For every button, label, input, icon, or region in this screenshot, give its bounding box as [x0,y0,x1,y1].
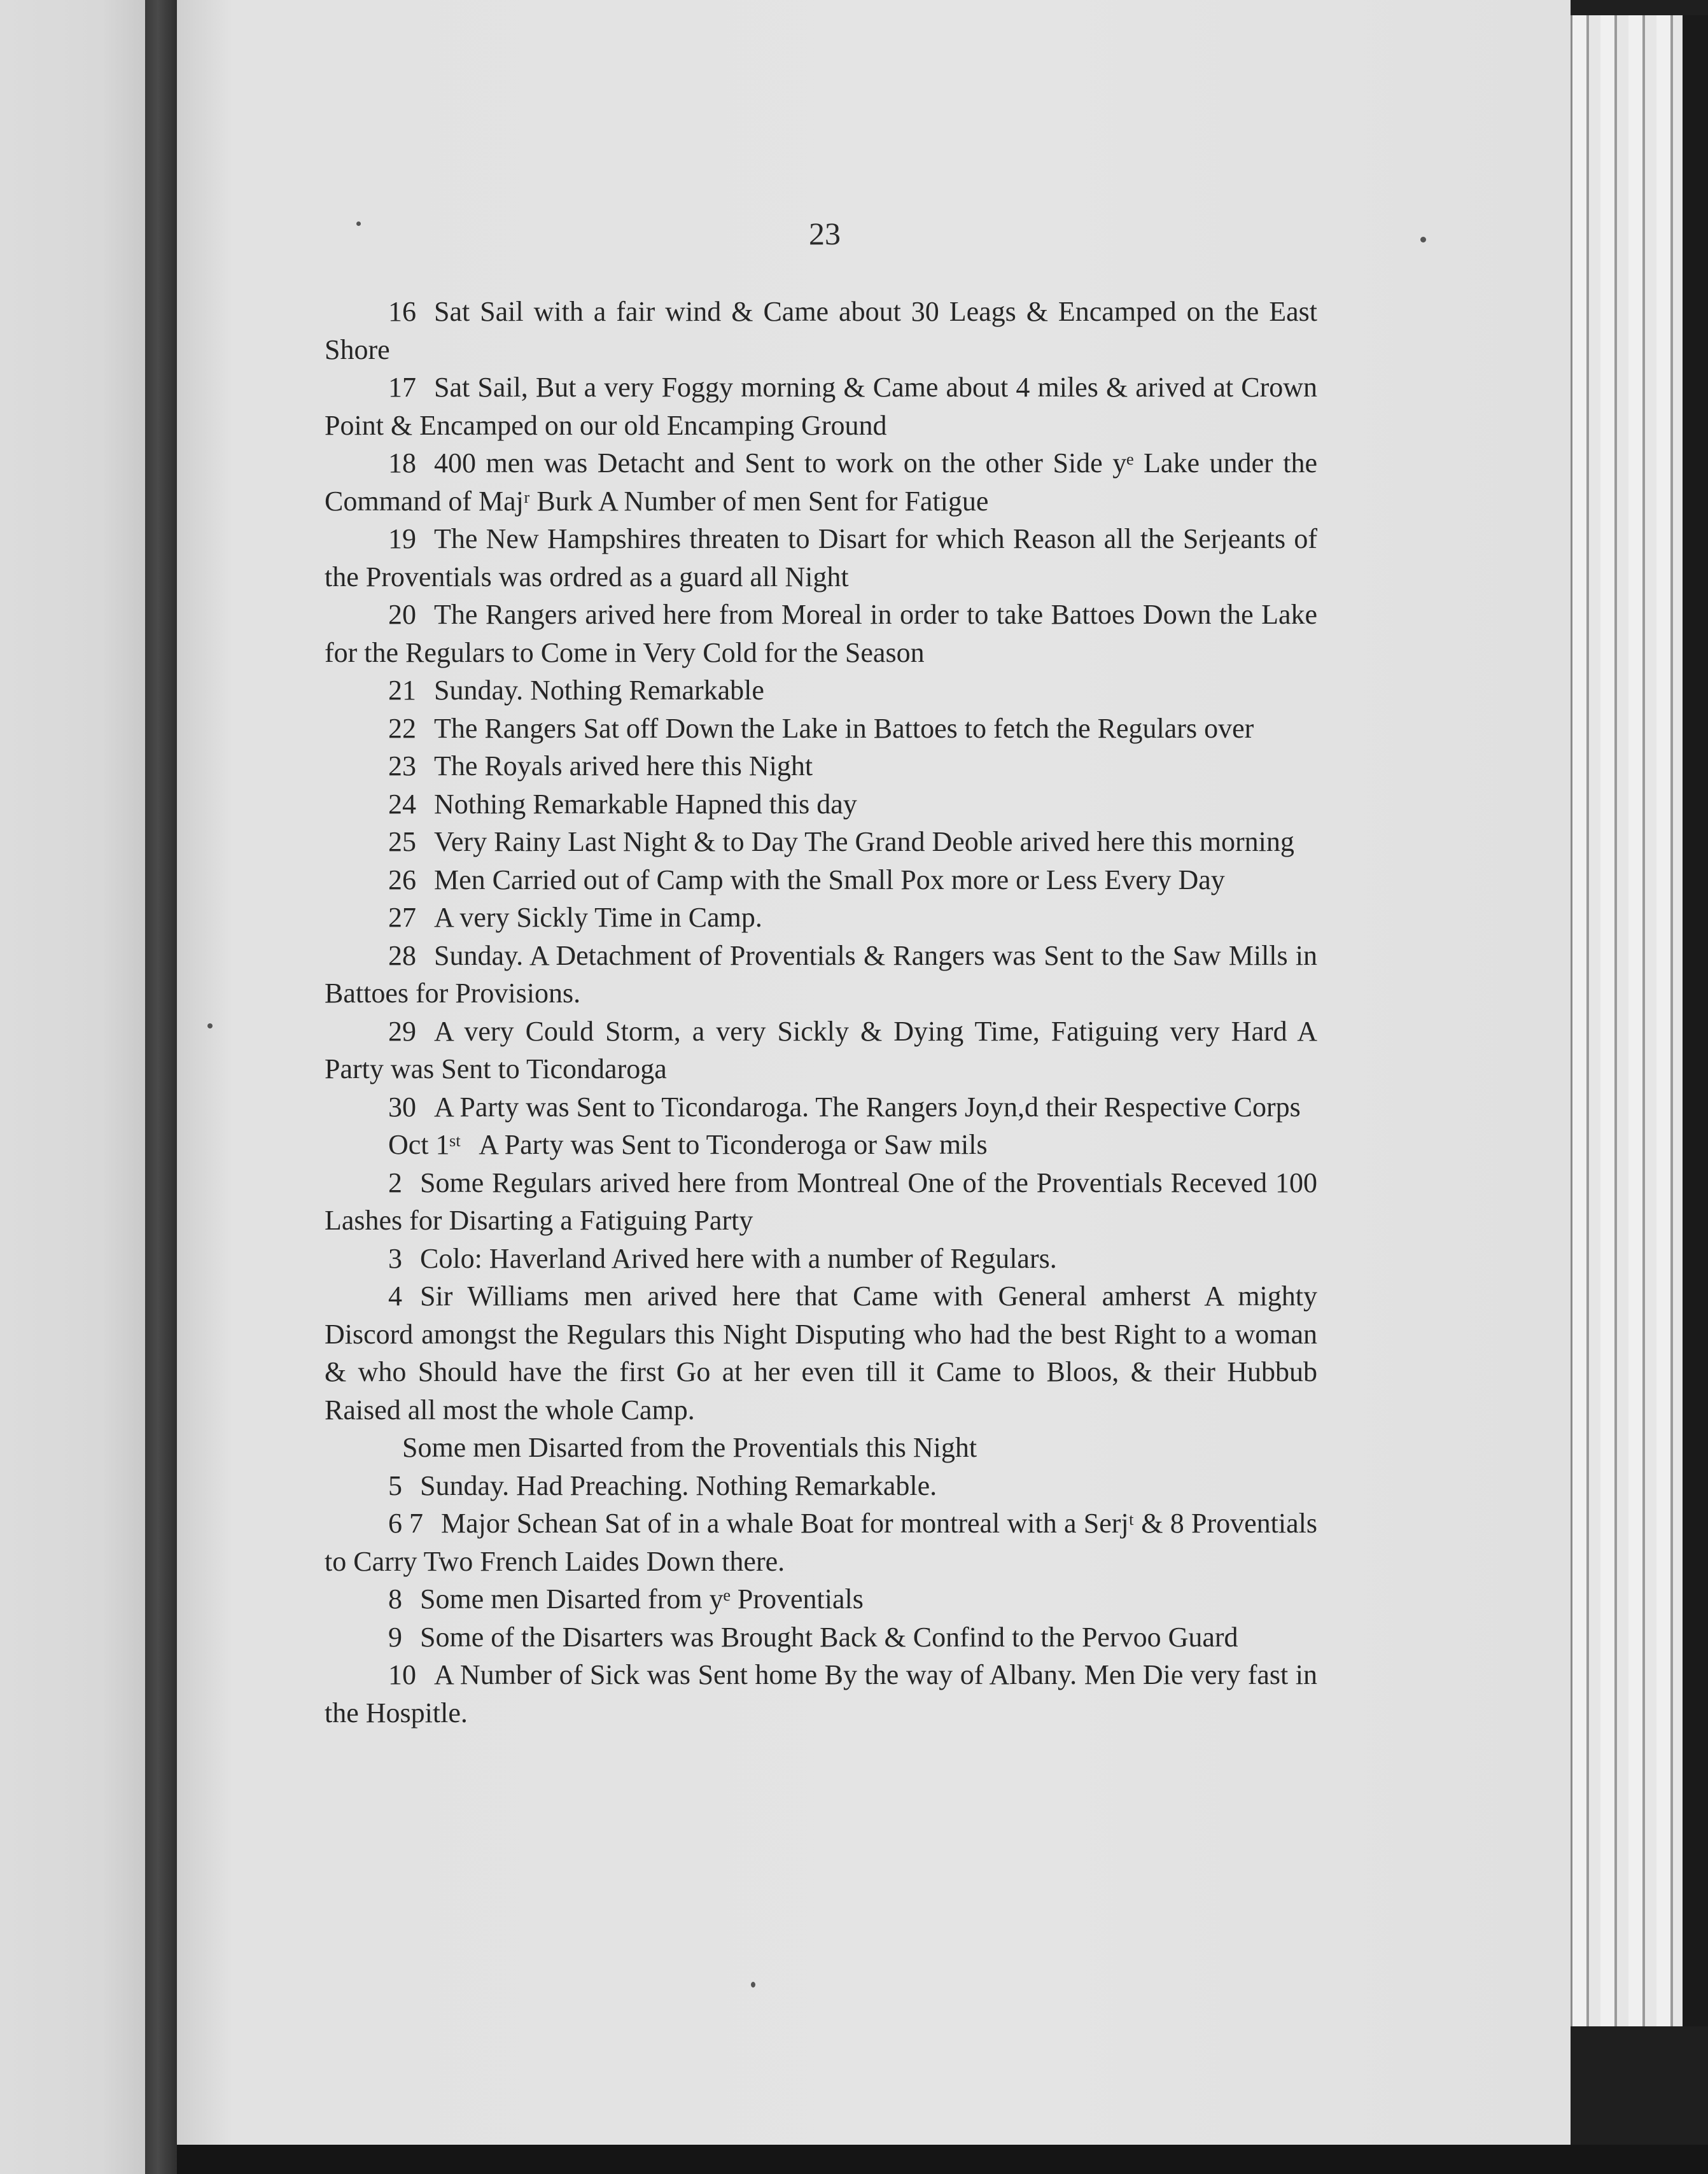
entry-date: 25 [388,826,416,857]
entry-text: Nothing Remarkable Hapned this day [434,788,857,820]
entry-date: 10 [388,1659,416,1690]
entry-text: 400 men was Detacht and Sent to work on the other Side yᵉ Lake under the Command of Majʳ Burk A Number of men Sent for Fatigue [325,447,1317,517]
scan-background-bottom [177,2145,1708,2174]
entry-date: 9 [388,1621,402,1653]
journal-entry [325,785,1317,824]
entry-date: 28 [388,939,416,971]
entry-date: 30 [388,1091,416,1123]
entry-text: A Party was Sent to Ticondaroga. The Rangers Joyn,d their Respective Corps [434,1091,1301,1123]
entry-text: A Number of Sick was Sent home By the way of Albany. Men Die very fast in the Hospitle. [325,1659,1317,1729]
journal-entry [325,899,1317,937]
entry-date: 8 [388,1583,402,1615]
ink-speck [356,221,361,226]
entry-date: 22 [388,712,416,744]
journal-entry [325,1164,1317,1240]
entry-text: Sat Sail with a fair wind & Came about 30 Leags & Encamped on the East Shore [325,296,1317,365]
journal-entry [325,1013,1317,1088]
journal-entry [325,520,1317,596]
entry-date: 21 [388,675,416,706]
journal-entry [325,1618,1317,1657]
journal-entry [325,710,1317,748]
entry-text: Sunday. A Detachment of Proventials & Rangers was Sent to the Saw Mills in Battoes for Provisions. [325,939,1317,1009]
entry-text: Some Regulars arived here from Montreal One of the Proventials Receved 100 Lashes for Disarting a Fatiguing Party [325,1167,1317,1236]
entry-text: The Royals arived here this Night [434,750,813,782]
entry-text: Some men Disarted from the Proventials this Night [402,1432,977,1463]
entry-text: The Rangers Sat off Down the Lake in Battoes to fetch the Regulars over [434,712,1254,744]
entry-text: Some men Disarted from yᵉ Proventials [420,1583,864,1615]
entry-text: The New Hampshires threaten to Disart for which Reason all the Serjeants of the Proventials was ordred as a guard all Night [325,523,1317,593]
journal-entry [325,1088,1317,1126]
journal-entry [325,823,1317,861]
entry-text: Colo: Haverland Arived here with a number of Regulars. [420,1242,1057,1274]
journal-entry [325,671,1317,710]
entry-text: The Rangers arived here from Moreal in order to take Battoes Down the Lake for the Regulars to Come in Very Cold for the Season [325,599,1317,668]
journal-entry [325,1580,1317,1618]
entry-date: 6 7 [388,1508,423,1539]
entry-date: 4 [388,1280,402,1312]
journal-entry [325,1504,1317,1580]
entry-date: 26 [388,864,416,895]
journal-entry [325,596,1317,671]
ink-speck [751,1982,755,1988]
ink-speck [207,1023,213,1028]
journal-entry [325,293,1317,368]
journal-entry [325,444,1317,520]
journal-entry [325,1429,1317,1467]
journal-entry [325,937,1317,1013]
entry-date: 23 [388,750,416,782]
entry-date: 3 [388,1242,402,1274]
entry-date: 16 [388,296,416,327]
journal-entry [325,1240,1317,1278]
entry-text: A very Sickly Time in Camp. [434,902,762,933]
journal-entry [325,1126,1317,1164]
entry-date: 27 [388,902,416,933]
entry-text: A Party was Sent to Ticonderoga or Saw mils [479,1129,988,1160]
entry-text: Sat Sail, But a very Foggy morning & Came about 4 miles & arived at Crown Point & Encamped on our old Encamping Ground [325,372,1317,441]
scan-background-right [1683,15,1708,2026]
entry-date: Oct 1ˢᵗ [388,1129,461,1160]
entry-text: Sir Williams men arived here that Came with General amherst A mighty Discord amongst the Regulars this Night Disputing who had the best Right to a woman & who Should have the first Go at her even till it Came to Bloos, & their Hubbub Raised all most the whole Camp. [325,1280,1317,1426]
journal-entry [325,861,1317,899]
entry-date: 24 [388,788,416,820]
entry-text: Men Carried out of Camp with the Small Pox more or Less Every Day [434,864,1225,895]
journal-entry [325,747,1317,785]
journal-entry [325,1467,1317,1505]
journal-text [325,293,1317,1732]
entry-text: Some of the Disarters was Brought Back & Confind to the Pervoo Guard [420,1621,1238,1653]
entry-text: Sunday. Nothing Remarkable [434,675,764,706]
entry-text: Sunday. Had Preaching. Nothing Remarkable. [420,1469,937,1501]
entry-date: 18 [388,447,416,479]
entry-date: 2 [388,1167,402,1198]
journal-entry [325,1656,1317,1732]
entry-date: 20 [388,599,416,630]
book-gutter [145,0,177,2174]
entry-date: 17 [388,372,416,403]
entry-text: A very Could Storm, a very Sickly & Dying Time, Fatiguing very Hard A Party was Sent to Ticondaroga [325,1015,1317,1084]
journal-entry [325,1277,1317,1429]
entry-date: 19 [388,523,416,554]
page-stack-edge [1571,15,1684,2026]
entry-text: Very Rainy Last Night & to Day The Grand Deoble arived here this morning [434,826,1294,857]
ink-speck [1420,237,1426,242]
journal-entry [325,368,1317,444]
page-number: 23 [809,216,841,251]
entry-text: Major Schean Sat of in a whale Boat for montreal with a Serjᵗ & 8 Proventials to Carry Two French Laides Down there. [325,1508,1317,1577]
entry-date: 5 [388,1469,402,1501]
facing-page-edge [0,0,145,2174]
entry-date: 29 [388,1015,416,1047]
